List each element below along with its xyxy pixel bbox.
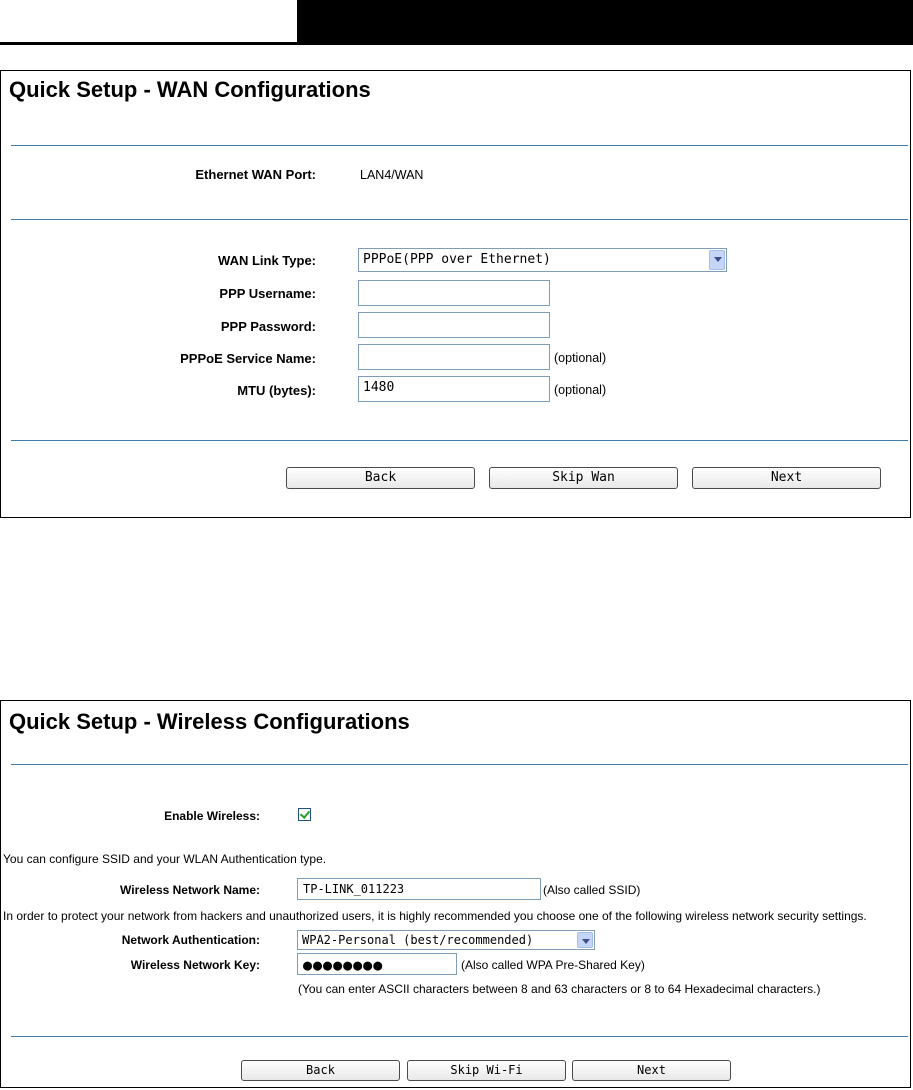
security-recommendation-text: In order to protect your network from hackers and unauthorized users, it is highly recommended you choose one of the following wireless network security settings.: [3, 909, 867, 923]
pppoe-service-name-input[interactable]: [358, 344, 550, 370]
ppp-password-input[interactable]: [358, 312, 550, 338]
skip-wifi-button[interactable]: Skip Wi-Fi: [407, 1060, 566, 1081]
enable-wireless-checkbox[interactable]: [298, 808, 311, 821]
ethernet-wan-port-value: LAN4/WAN: [360, 168, 424, 182]
mtu-hint: (optional): [554, 383, 607, 397]
divider: [11, 764, 908, 765]
wlan-intro-text: You can configure SSID and your WLAN Authentication type.: [3, 852, 327, 866]
chevron-down-icon[interactable]: [709, 250, 725, 270]
next-button[interactable]: Next: [692, 467, 881, 489]
wireless-network-name-input[interactable]: TP-LINK_011223: [297, 878, 541, 900]
wan-page-title: Quick Setup - WAN Configurations: [9, 77, 371, 102]
ppp-username-label: PPP Username:: [219, 286, 316, 301]
ppp-username-input[interactable]: [358, 280, 550, 306]
password-mask: ●●●●●●●●: [303, 956, 384, 974]
skip-wan-button[interactable]: Skip Wan: [489, 467, 678, 489]
mtu-label: MTU (bytes):: [237, 383, 316, 398]
divider: [11, 219, 908, 220]
wireless-network-key-hint: (Also called WPA Pre-Shared Key): [461, 958, 645, 972]
divider: [11, 145, 908, 146]
network-authentication-value: WPA2-Personal (best/recommended): [302, 933, 534, 947]
wireless-network-key-label: Wireless Network Key:: [130, 958, 260, 972]
wireless-network-name-label: Wireless Network Name:: [120, 883, 260, 897]
header-black-bar: [297, 0, 913, 42]
divider: [11, 440, 908, 441]
wan-link-type-label: WAN Link Type:: [218, 253, 316, 268]
next-button[interactable]: Next: [572, 1060, 731, 1081]
wireless-config-panel: [0, 700, 911, 1088]
pppoe-service-name-hint: (optional): [554, 351, 607, 365]
wireless-network-key-input[interactable]: [297, 953, 457, 975]
wan-link-type-value: PPPoE(PPP over Ethernet): [363, 252, 551, 267]
back-button[interactable]: Back: [241, 1060, 400, 1081]
divider: [11, 1036, 908, 1037]
ppp-password-label: PPP Password:: [220, 319, 316, 334]
header-rule: [0, 42, 913, 45]
wan-config-panel: [0, 70, 911, 518]
network-authentication-label: Network Authentication:: [121, 933, 260, 947]
wireless-page-title: Quick Setup - Wireless Configurations: [9, 709, 410, 734]
mtu-input[interactable]: 1480: [358, 376, 550, 402]
wireless-network-name-hint: (Also called SSID): [543, 883, 641, 897]
enable-wireless-label: Enable Wireless:: [164, 809, 260, 823]
network-authentication-select[interactable]: [297, 930, 595, 950]
checkbox-checked-icon: [300, 808, 310, 819]
chevron-down-icon[interactable]: [577, 932, 593, 948]
wan-link-type-select[interactable]: [358, 248, 727, 272]
ethernet-wan-port-label: Ethernet WAN Port:: [195, 167, 316, 182]
wireless-network-key-help: (You can enter ASCII characters between 8 and 63 characters or 8 to 64 Hexadecimal characters.): [298, 982, 821, 996]
pppoe-service-name-label: PPPoE Service Name:: [180, 351, 316, 366]
back-button[interactable]: Back: [286, 467, 475, 489]
